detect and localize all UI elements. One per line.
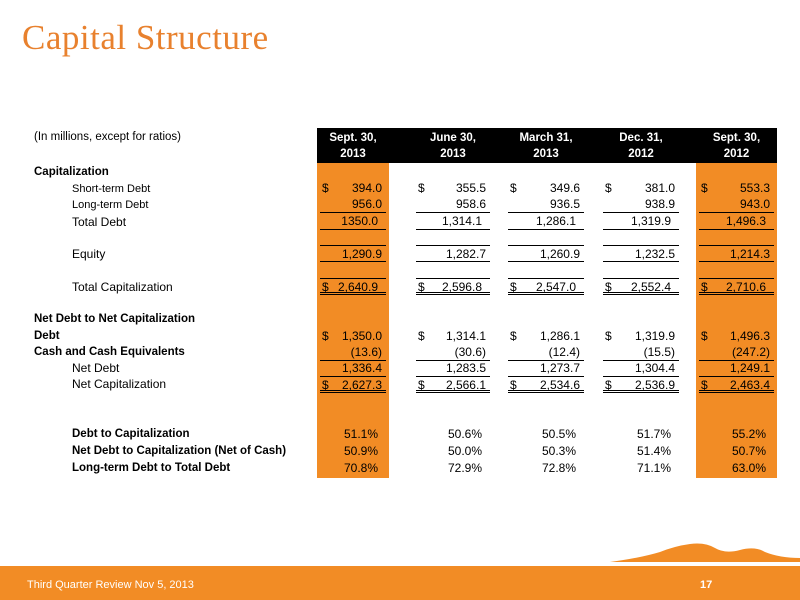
label-net-debt: Net Debt: [72, 361, 120, 375]
value-cell-total-cap: [508, 278, 584, 295]
value-text: 1,496.3: [725, 214, 766, 228]
value-cell-net-debt: [603, 360, 679, 377]
value-text: 50.6%: [447, 427, 482, 441]
column-header-line1: Sept. 30,: [329, 132, 377, 144]
value-text: 55.2%: [731, 427, 766, 441]
value-cell-lt-debt-to-total: [699, 460, 774, 477]
column-header-line1: Dec. 31,: [619, 132, 663, 144]
value-text: 553.3: [739, 181, 770, 195]
value-cell-cash: [508, 344, 584, 361]
value-text: 50.3%: [541, 444, 576, 458]
currency-symbol: $: [322, 378, 329, 392]
label-total-capitalization: Total Capitalization: [72, 280, 173, 294]
value-cell-long-term-debt: [699, 196, 774, 213]
value-text: 355.5: [455, 181, 486, 195]
value-text: 71.1%: [636, 461, 671, 475]
slide-title: Capital Structure: [22, 18, 269, 57]
column-header-march-2013: [505, 130, 587, 162]
value-text: (15.5): [643, 345, 675, 359]
value-text: 2,627.3: [341, 378, 382, 392]
value-text: 956.0: [351, 197, 382, 211]
currency-symbol: $: [701, 378, 708, 392]
footer-bar: [0, 566, 800, 600]
value-cell-cash: [699, 344, 774, 361]
value-text: 2,596.8: [441, 280, 482, 294]
value-cell-short-term-debt: [508, 180, 584, 197]
value-cell-net-debt-to-cap: [603, 443, 679, 460]
value-cell-debt-to-cap: [416, 426, 490, 443]
currency-symbol: $: [510, 329, 517, 343]
value-text: 72.8%: [541, 461, 576, 475]
value-text: 50.5%: [541, 427, 576, 441]
currency-symbol: $: [701, 329, 708, 343]
value-text: 2,552.4: [630, 280, 671, 294]
value-cell-total-debt: [508, 213, 584, 230]
value-cell-equity: [508, 245, 584, 262]
column-header-sept-2012: [696, 130, 777, 162]
value-text: 1,336.4: [341, 361, 382, 375]
value-cell-long-term-debt: [320, 196, 386, 213]
label-net-debt-to-cap: Net Debt to Capitalization (Net of Cash): [72, 445, 287, 457]
value-text: 1,283.5: [445, 361, 486, 375]
value-cell-net-debt: [699, 360, 774, 377]
currency-symbol: $: [418, 378, 425, 392]
value-cell-net-debt-to-cap: [699, 443, 774, 460]
value-text: 1,290.9: [341, 247, 382, 261]
value-cell-lt-debt-to-total: [508, 460, 584, 477]
value-text: 70.8%: [343, 461, 378, 475]
value-text: 50.7%: [731, 444, 766, 458]
currency-symbol: $: [605, 378, 612, 392]
value-cell-total-debt: [416, 213, 490, 230]
value-text: 1,350.0: [341, 329, 382, 343]
value-cell-lt-debt-to-total: [416, 460, 490, 477]
column-header-june-2013: [413, 130, 493, 162]
value-text: 958.6: [455, 197, 486, 211]
label-long-term-debt: Long-term Debt: [72, 199, 149, 211]
section-net-debt-header: Net Debt to Net Capitalization: [34, 313, 196, 325]
value-text: 394.0: [351, 181, 382, 195]
value-cell-debt: [416, 328, 490, 345]
currency-symbol: $: [322, 280, 329, 294]
value-cell-lt-debt-to-total: [603, 460, 679, 477]
column-header-dec-2012: [600, 130, 682, 162]
column-header-sept-2013: [317, 130, 389, 162]
currency-symbol: $: [322, 181, 329, 195]
value-cell-debt-to-cap: [508, 426, 584, 443]
value-cell-total-cap: [416, 278, 490, 295]
value-cell-total-cap: [699, 278, 774, 295]
value-text: 2,547.0: [535, 280, 576, 294]
value-text: 51.7%: [636, 427, 671, 441]
column-header-line2: 2013: [440, 148, 466, 160]
value-cell-equity: [416, 245, 490, 262]
value-text: 1,286.1: [539, 329, 580, 343]
mountain-wave-graphic: [550, 540, 800, 567]
value-cell-debt: [603, 328, 679, 345]
value-text: 2,534.6: [539, 378, 580, 392]
value-cell-long-term-debt: [508, 196, 584, 213]
value-cell-total-cap: [320, 278, 386, 295]
currency-symbol: $: [701, 181, 708, 195]
value-text: 50.9%: [343, 444, 378, 458]
value-text: 1,286.1: [535, 214, 576, 228]
value-text: 2,566.1: [445, 378, 486, 392]
value-cell-total-debt: [320, 213, 386, 230]
value-text: 1,232.5: [634, 247, 675, 261]
label-short-term-debt: Short-term Debt: [72, 183, 151, 195]
column-header-line2: 2012: [723, 148, 750, 160]
value-text: 1,319.9: [634, 329, 675, 343]
value-cell-net-cap: [603, 376, 679, 393]
value-text: 936.5: [549, 197, 580, 211]
label-debt-to-cap: Debt to Capitalization: [72, 428, 190, 440]
value-cell-cash: [603, 344, 679, 361]
value-cell-net-debt: [320, 360, 386, 377]
section-debt: Debt: [34, 330, 60, 342]
label-net-capitalization: Net Capitalization: [72, 377, 167, 391]
value-text: 51.4%: [636, 444, 671, 458]
value-text: 1,273.7: [539, 361, 580, 375]
value-text: 2,536.9: [634, 378, 675, 392]
column-header-line1: Sept. 30,: [712, 132, 761, 144]
value-text: 349.6: [549, 181, 580, 195]
value-cell-net-debt-to-cap: [416, 443, 490, 460]
currency-symbol: $: [510, 181, 517, 195]
label-total-debt: Total Debt: [72, 215, 127, 229]
column-header-line2: 2013: [533, 148, 559, 160]
value-cell-debt: [320, 328, 386, 345]
label-cash: Cash and Cash Equivalents: [34, 346, 185, 358]
currency-symbol: $: [510, 378, 517, 392]
column-header-line1: March 31,: [519, 132, 573, 144]
currency-symbol: $: [510, 280, 517, 294]
currency-symbol: $: [418, 329, 425, 343]
value-cell-debt-to-cap: [603, 426, 679, 443]
value-text: (13.6): [350, 345, 382, 359]
value-cell-debt-to-cap: [699, 426, 774, 443]
currency-symbol: $: [418, 280, 425, 294]
value-cell-net-debt: [508, 360, 584, 377]
column-header-line2: 2012: [628, 148, 654, 160]
value-text: 381.0: [644, 181, 675, 195]
value-text: 1350.0: [341, 214, 378, 228]
section-capitalization: Capitalization: [34, 166, 109, 178]
value-text: 1,496.3: [729, 329, 770, 343]
value-cell-short-term-debt: [320, 180, 386, 197]
value-text: 2,710.6: [725, 280, 766, 294]
value-text: 1,282.7: [445, 247, 486, 261]
currency-symbol: $: [605, 181, 612, 195]
value-cell-total-cap: [603, 278, 679, 295]
value-text: 1,314.1: [445, 329, 486, 343]
value-text: 938.9: [644, 197, 675, 211]
value-text: 2,463.4: [729, 378, 770, 392]
value-text: 943.0: [739, 197, 770, 211]
value-cell-total-debt: [603, 213, 679, 230]
value-text: (30.6): [454, 345, 486, 359]
value-cell-short-term-debt: [699, 180, 774, 197]
value-cell-total-debt: [699, 213, 774, 230]
value-cell-short-term-debt: [416, 180, 490, 197]
value-text: 72.9%: [447, 461, 482, 475]
value-cell-lt-debt-to-total: [320, 460, 386, 477]
column-header-line2: 2013: [340, 148, 366, 160]
unit-note: (In millions, except for ratios): [34, 131, 181, 143]
value-cell-debt: [508, 328, 584, 345]
footer-text: Third Quarter Review Nov 5, 2013: [27, 579, 194, 591]
value-text: 1,214.3: [729, 247, 770, 261]
value-text: 1,314.1: [441, 214, 482, 228]
value-text: 51.1%: [343, 427, 378, 441]
value-cell-cash: [416, 344, 490, 361]
value-cell-net-cap: [508, 376, 584, 393]
value-text: (12.4): [548, 345, 580, 359]
value-text: 1,319.9: [630, 214, 671, 228]
value-cell-long-term-debt: [603, 196, 679, 213]
value-cell-net-cap: [416, 376, 490, 393]
column-header-line1: June 30,: [429, 132, 477, 144]
currency-symbol: $: [418, 181, 425, 195]
value-cell-net-debt: [416, 360, 490, 377]
value-text: 50.0%: [447, 444, 482, 458]
page-number: 17: [700, 579, 713, 591]
label-equity: Equity: [72, 247, 106, 261]
value-text: 1,304.4: [634, 361, 675, 375]
currency-symbol: $: [322, 329, 329, 343]
value-cell-debt: [699, 328, 774, 345]
value-cell-short-term-debt: [603, 180, 679, 197]
value-cell-equity: [699, 245, 774, 262]
value-text: 2,640.9: [337, 280, 378, 294]
currency-symbol: $: [701, 280, 708, 294]
value-cell-equity: [320, 245, 386, 262]
currency-symbol: $: [605, 329, 612, 343]
value-text: 1,260.9: [539, 247, 580, 261]
label-lt-debt-to-total: Long-term Debt to Total Debt: [72, 462, 231, 474]
value-cell-cash: [320, 344, 386, 361]
value-text: 1,249.1: [729, 361, 770, 375]
value-cell-net-cap: [320, 376, 386, 393]
value-cell-long-term-debt: [416, 196, 490, 213]
value-cell-net-debt-to-cap: [508, 443, 584, 460]
value-cell-equity: [603, 245, 679, 262]
value-cell-net-debt-to-cap: [320, 443, 386, 460]
currency-symbol: $: [605, 280, 612, 294]
value-cell-net-cap: [699, 376, 774, 393]
value-text: 63.0%: [731, 461, 766, 475]
value-cell-debt-to-cap: [320, 426, 386, 443]
value-text: (247.2): [731, 345, 770, 359]
